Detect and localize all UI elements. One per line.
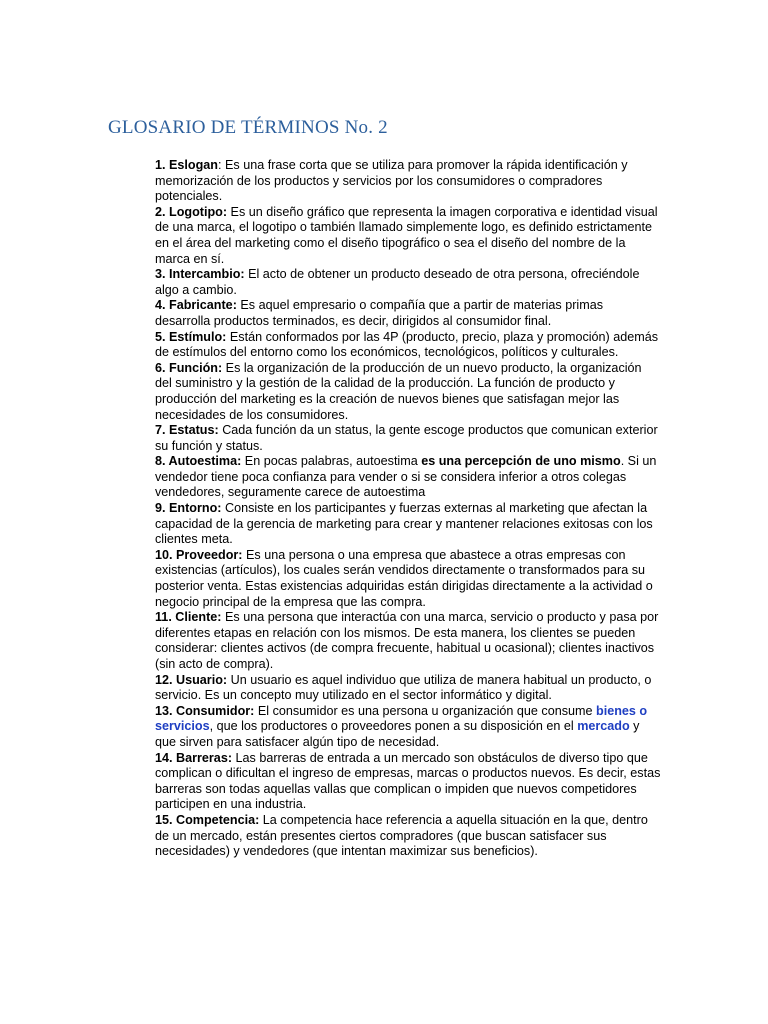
glossary-term: 12. Usuario: [155, 672, 228, 687]
glossary-definition: Es aquel empresario o compañía que a partir de materias primas desarrolla productos terminados, es decir, dirigidos al consumidor final. [155, 298, 603, 328]
glossary-entry [155, 704, 661, 751]
glossary-entry [155, 454, 661, 501]
glossary-entry [155, 330, 661, 361]
glossary-definition: Es la organización de la producción de un nuevo producto, la organización del suministro y la gestión de la calidad de la producción. La función de producto y producción del marketing es la creación de nuevos bienes que satisfagan mejor las necesidades de los consumidores. [155, 360, 642, 422]
glossary-definition: Están conformados por las 4P (producto, precio, plaza y promoción) además de estímulos del entorno como los económicos, tecnológicos, políticos y culturales. [155, 329, 659, 360]
glossary-definition: Las barreras de entrada a un mercado son obstáculos de diverso tipo que complican o dificultan el ingreso de empresas, marcas o productos nuevos. Es decir, estas barreras son todas aquellas vallas que complican o impiden que nuevos competidores participen en una industria. [155, 750, 661, 812]
glossary-link[interactable]: mercado [577, 719, 630, 734]
glossary-entry [155, 813, 661, 860]
glossary-definition: Es una persona o una empresa que abastece a otras empresas con existencias (artículos), los cuales serán vendidos directamente o transformados para su posterior venta. Estas existencias adquiridas están dirigidas directamente a la actividad o negocio principal de la empresa que las compra. [155, 547, 653, 609]
glossary-entry [155, 361, 661, 423]
glossary-term: 1. Eslogan [155, 158, 218, 172]
glossary-term: 5. Estímulo: [155, 329, 227, 344]
glossary-definition: El consumidor es una persona u organización que consume [254, 703, 597, 718]
glossary-entry [155, 673, 661, 704]
glossary-term: 9. Entorno: [155, 501, 222, 516]
glossary-term: 14. Barreras: [155, 750, 233, 765]
glossary-emphasis: es una percepción de uno mismo [421, 454, 621, 469]
page-title: GLOSARIO DE TÉRMINOS No. 2 [108, 117, 388, 138]
glossary-definition: y que sirven para satisfacer algún tipo de necesidad. [155, 719, 640, 749]
glossary-definition: Cada función da un status, la gente escoge productos que comunican exterior su función y status. [155, 423, 658, 453]
glossary-term: 10. Proveedor: [155, 547, 243, 562]
glossary-link[interactable]: bienes o servicios [155, 703, 648, 734]
glossary-list [155, 158, 661, 860]
glossary-term: 8. Autoestima: [155, 454, 242, 469]
glossary-entry [155, 548, 661, 610]
glossary-definition: Consiste en los participantes y fuerzas externas al marketing que afectan la capacidad de la gerencia de marketing para crear y mantener relaciones exitosas con los clientes meta. [155, 501, 653, 547]
glossary-entry [155, 267, 661, 298]
glossary-definition: , que los productores o proveedores ponen a su disposición en el [209, 719, 578, 734]
glossary-definition: Es una persona que interactúa con una marca, servicio o producto y pasa por diferentes etapas en relación con los mismos. De esta manera, los clientes se pueden considerar: clientes activos (de compra frecuente, habitual u ocasional); clientes inactivos (sin acto de compra). [155, 610, 659, 671]
glossary-term: 4. Fabricante: [155, 298, 237, 313]
glossary-definition: La competencia hace referencia a aquella situación en la que, dentro de un mercado, están presentes ciertos compradores (que buscan satisfacer sus necesidades) y vendedores (que intentan maximizar sus beneficios). [155, 812, 648, 859]
glossary-term: 11. Cliente: [155, 610, 222, 625]
glossary-definition: Un usuario es aquel individuo que utiliza de manera habitual un producto, o servicio. Es un concepto muy utilizado en el sector informático y digital. [155, 672, 652, 703]
glossary-entry [155, 610, 661, 672]
glossary-term: 3. Intercambio: [155, 267, 245, 282]
glossary-definition: Es un diseño gráfico que representa la imagen corporativa e identidad visual de una marca, el logotipo o también llamado simplemente logo, es definido estrictamente en el área del marketing como el diseño tipográfico o sea el diseño del nombre de la marca en sí. [155, 204, 658, 266]
glossary-definition: . Si un vendedor tiene poca confianza para vender o si se considera inferior a otros colegas vendedores, seguramente carece de autoestima [155, 454, 657, 500]
glossary-entry [155, 298, 661, 329]
glossary-definition: El acto de obtener un producto deseado de otra persona, ofreciéndole algo a cambio. [155, 267, 640, 297]
glossary-definition: En pocas palabras, autoestima [241, 454, 422, 469]
glossary-term: 13. Consumidor: [155, 703, 255, 718]
glossary-entry [155, 158, 661, 205]
glossary-term: 6. Función: [155, 360, 223, 375]
glossary-entry [155, 501, 661, 548]
glossary-entry [155, 751, 661, 813]
glossary-term: 15. Competencia: [155, 812, 260, 827]
glossary-definition: : Es una frase corta que se utiliza para promover la rápida identificación y memorización de los productos y servicios por los consumidores o compradores potenciales. [155, 158, 628, 204]
glossary-term: 7. Estatus: [155, 423, 219, 438]
glossary-entry [155, 205, 661, 267]
glossary-term: 2. Logotipo: [155, 204, 228, 219]
glossary-entry [155, 423, 661, 454]
